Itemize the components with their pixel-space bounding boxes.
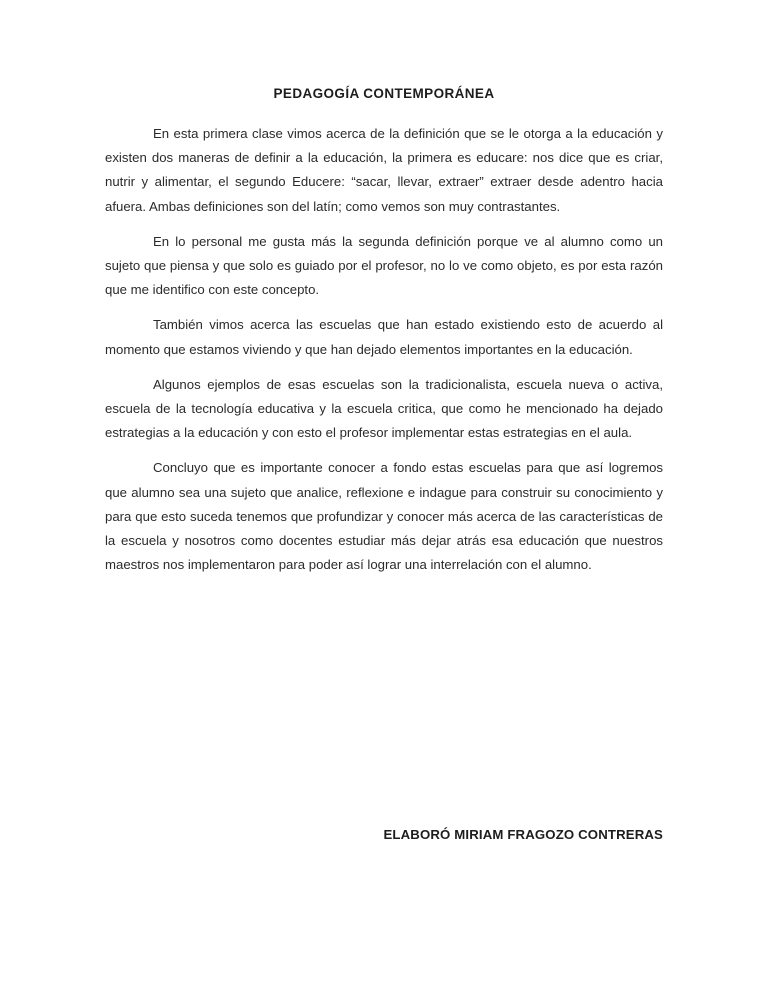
paragraph: Algunos ejemplos de esas escuelas son la tradicionalista, escuela nueva o activa, escuela de la tecnología educativa y la escuela critica, que como he mencionado ha dejado estrategias a la educación y con esto el profesor implementar estas estrategias en el aula. — [105, 376, 663, 441]
paragraph: En lo personal me gusta más la segunda definición porque ve al alumno como un sujeto que piensa y que solo es guiado por el profesor, no lo ve como objeto, es por esta razón que me identifico con este concepto. — [105, 233, 663, 298]
paragraph: Concluyo que es importante conocer a fondo estas escuelas para que así logremos que alumno sea una sujeto que analice, reflexione e indague para construir su conocimiento y para que esto suceda tenemos que profundizar y conocer más acerca de las características de la escuela y nosotros como docentes estudiar más dejar atrás esa educación que nuestros maestros nos implementaron para poder así lograr una interrelación con el alumno. — [105, 460, 663, 573]
paragraph: En esta primera clase vimos acerca de la definición que se le otorga a la educación y existen dos maneras de definir a la educación, la primera es educare: nos dice que es criar, nutrir y alimentar, el segundo Educere: “sacar, llevar, extraer” extraer desde adentro hacia afuera. Ambas definiciones son del latín; como vemos son muy contrastantes. — [105, 126, 663, 214]
page-title: PEDAGOGÍA CONTEMPORÁNEA — [273, 86, 495, 101]
signature-block — [105, 826, 663, 844]
paragraph: También vimos acerca las escuelas que han estado existiendo esto de acuerdo al momento que estamos viviendo y que han dejado elementos importantes en la educación. — [105, 317, 663, 357]
author-signature: ELABORÓ MIRIAM FRAGOZO CONTRERAS — [383, 827, 663, 842]
document-body — [105, 84, 663, 577]
